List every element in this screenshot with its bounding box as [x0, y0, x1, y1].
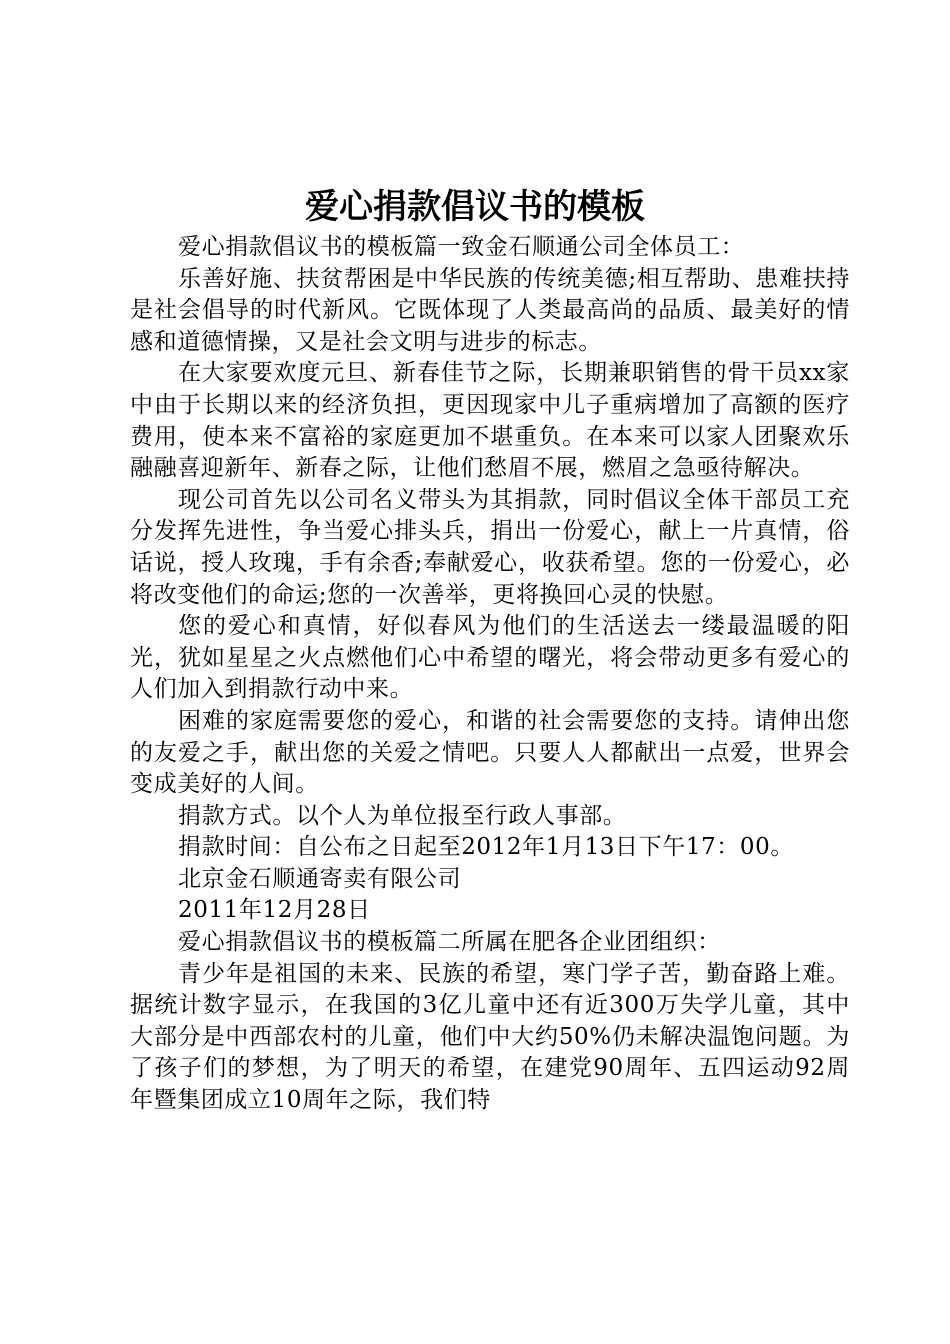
document-body: [130, 232, 850, 1117]
donation-method: 捐款方式。以个人为单位报至行政人事部。: [178, 802, 627, 829]
paragraph-salutation-2: 爱心捐款倡议书的模板篇二所属在肥各企业团组织：: [178, 929, 721, 956]
paragraph-salutation-1: 爱心捐款倡议书的模板篇一致金石顺通公司全体员工：: [178, 234, 745, 260]
donation-time: 捐款时间：自公布之日起至2012年1月13日下午17：00。: [178, 834, 794, 861]
paragraph: 青少年是祖国的未来、民族的希望，寒门学子苦，勤奋路上难。据统计数字显示，在我国的3亿儿童中还有近300万失学儿童，其中大部分是中西部农村的儿童，他们中大约50%仍未解决温饱问题。为了孩子们的梦想，为了明天的希望，在建党90周年、五四运动92周年暨集团成立10周年之际，我们特: [130, 960, 850, 1114]
document-title: 爱心捐款倡议书的模板: [305, 187, 645, 227]
signature-company: 北京金石顺通寄卖有限公司: [178, 865, 462, 892]
paragraph: 现公司首先以公司名义带头为其捐款，同时倡议全体干部员工充分发挥先进性，争当爱心排头兵，捐出一份爱心，献上一片真情，俗话说，授人玫瑰，手有余香;奉献爱心，收获希望。您的一份爱心，必将改变他们的命运;您的一次善举，更将换回心灵的快慰。: [130, 486, 850, 608]
paragraph: 您的爱心和真情，好似春风为他们的生活送去一缕最温暖的阳光，犹如星星之火点燃他们心中希望的曙光，将会带动更多有爱心的人们加入到捐款行动中来。: [130, 613, 850, 703]
paragraph: 在大家要欢度元旦、新春佳节之际，长期兼职销售的骨干员xx家中由于长期以来的经济负担，更因现家中儿子重病增加了高额的医疗费用，使本来不富裕的家庭更加不堪重负。在本来可以家人团聚欢乐融融喜迎新年、新春之际，让他们愁眉不展，燃眉之急亟待解决。: [130, 360, 850, 482]
paragraph: 乐善好施、扶贫帮困是中华民族的传统美德;相互帮助、患难扶持是社会倡导的时代新风。它既体现了人类最高尚的品质、最美好的情感和道德情操，又是社会文明与进步的标志。: [130, 265, 850, 355]
signature-date: 2011年12月28日: [178, 897, 371, 924]
paragraph: 困难的家庭需要您的爱心，和谐的社会需要您的支持。请伸出您的友爱之手，献出您的关爱之情吧。只要人人都献出一点爱，世界会变成美好的人间。: [130, 707, 850, 798]
